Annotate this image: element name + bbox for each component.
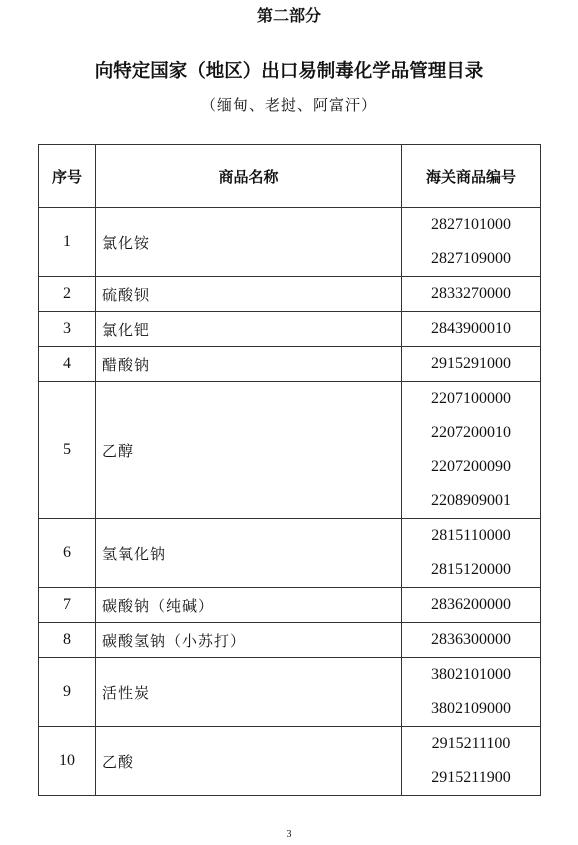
row-customs-codes <box>402 519 541 588</box>
column-header-customs-code: 海关商品编号 <box>402 145 541 208</box>
row-customs-codes <box>402 277 541 312</box>
row-serial-number: 1 <box>39 208 96 277</box>
table-body <box>39 208 541 796</box>
row-product-name: 乙醇 <box>96 382 402 519</box>
row-serial-number: 3 <box>39 312 96 347</box>
table-row <box>39 277 541 312</box>
customs-code: 2208909001 <box>431 492 511 509</box>
row-customs-codes <box>402 312 541 347</box>
part-label: 第二部分 <box>256 6 321 25</box>
table-header-row <box>39 145 541 208</box>
row-serial-number: 4 <box>39 347 96 382</box>
row-serial-number: 6 <box>39 519 96 588</box>
customs-code: 2207100000 <box>431 390 511 407</box>
customs-code: 2833270000 <box>431 285 511 302</box>
row-product-name: 氯化铵 <box>96 208 402 277</box>
customs-code: 2827101000 <box>431 216 511 233</box>
chemical-list-table <box>38 144 541 796</box>
document-subtitle: （缅甸、老挝、阿富汗） <box>200 96 377 114</box>
row-product-name: 醋酸钠 <box>96 347 402 382</box>
row-product-name: 碳酸氢钠（小苏打） <box>96 623 402 658</box>
customs-code: 2843900010 <box>431 320 511 337</box>
customs-code: 2915291000 <box>431 355 511 372</box>
column-header-serial: 序号 <box>39 145 96 208</box>
table-row <box>39 588 541 623</box>
customs-code: 3802101000 <box>431 666 511 683</box>
customs-code: 2915211900 <box>431 769 511 786</box>
row-serial-number: 9 <box>39 658 96 727</box>
page-number: 3 <box>286 829 292 840</box>
row-customs-codes <box>402 623 541 658</box>
table-row <box>39 623 541 658</box>
row-customs-codes <box>402 347 541 382</box>
row-customs-codes <box>402 658 541 727</box>
row-customs-codes <box>402 588 541 623</box>
customs-code: 2915211100 <box>431 735 511 752</box>
row-product-name: 氢氧化钠 <box>96 519 402 588</box>
table-row <box>39 658 541 727</box>
customs-code: 2827109000 <box>431 250 511 267</box>
row-customs-codes <box>402 727 541 796</box>
customs-code: 3802109000 <box>431 700 511 717</box>
row-product-name: 乙酸 <box>96 727 402 796</box>
row-product-name: 硫酸钡 <box>96 277 402 312</box>
document-title: 向特定国家（地区）出口易制毒化学品管理目录 <box>94 61 484 82</box>
customs-code: 2207200090 <box>431 458 511 475</box>
row-serial-number: 10 <box>39 727 96 796</box>
customs-code: 2836200000 <box>431 596 511 613</box>
table-row <box>39 347 541 382</box>
row-product-name: 活性炭 <box>96 658 402 727</box>
customs-code: 2815110000 <box>431 527 511 544</box>
table-row <box>39 208 541 277</box>
table-row <box>39 519 541 588</box>
row-product-name: 氯化钯 <box>96 312 402 347</box>
row-serial-number: 5 <box>39 382 96 519</box>
row-serial-number: 7 <box>39 588 96 623</box>
row-product-name: 碳酸钠（纯碱） <box>96 588 402 623</box>
row-serial-number: 8 <box>39 623 96 658</box>
column-header-product-name: 商品名称 <box>96 145 402 208</box>
row-serial-number: 2 <box>39 277 96 312</box>
table-row <box>39 727 541 796</box>
table-row <box>39 312 541 347</box>
customs-code: 2207200010 <box>431 424 511 441</box>
row-customs-codes <box>402 382 541 519</box>
table-row <box>39 382 541 519</box>
row-customs-codes <box>402 208 541 277</box>
customs-code: 2815120000 <box>431 561 511 578</box>
customs-code: 2836300000 <box>431 631 511 648</box>
